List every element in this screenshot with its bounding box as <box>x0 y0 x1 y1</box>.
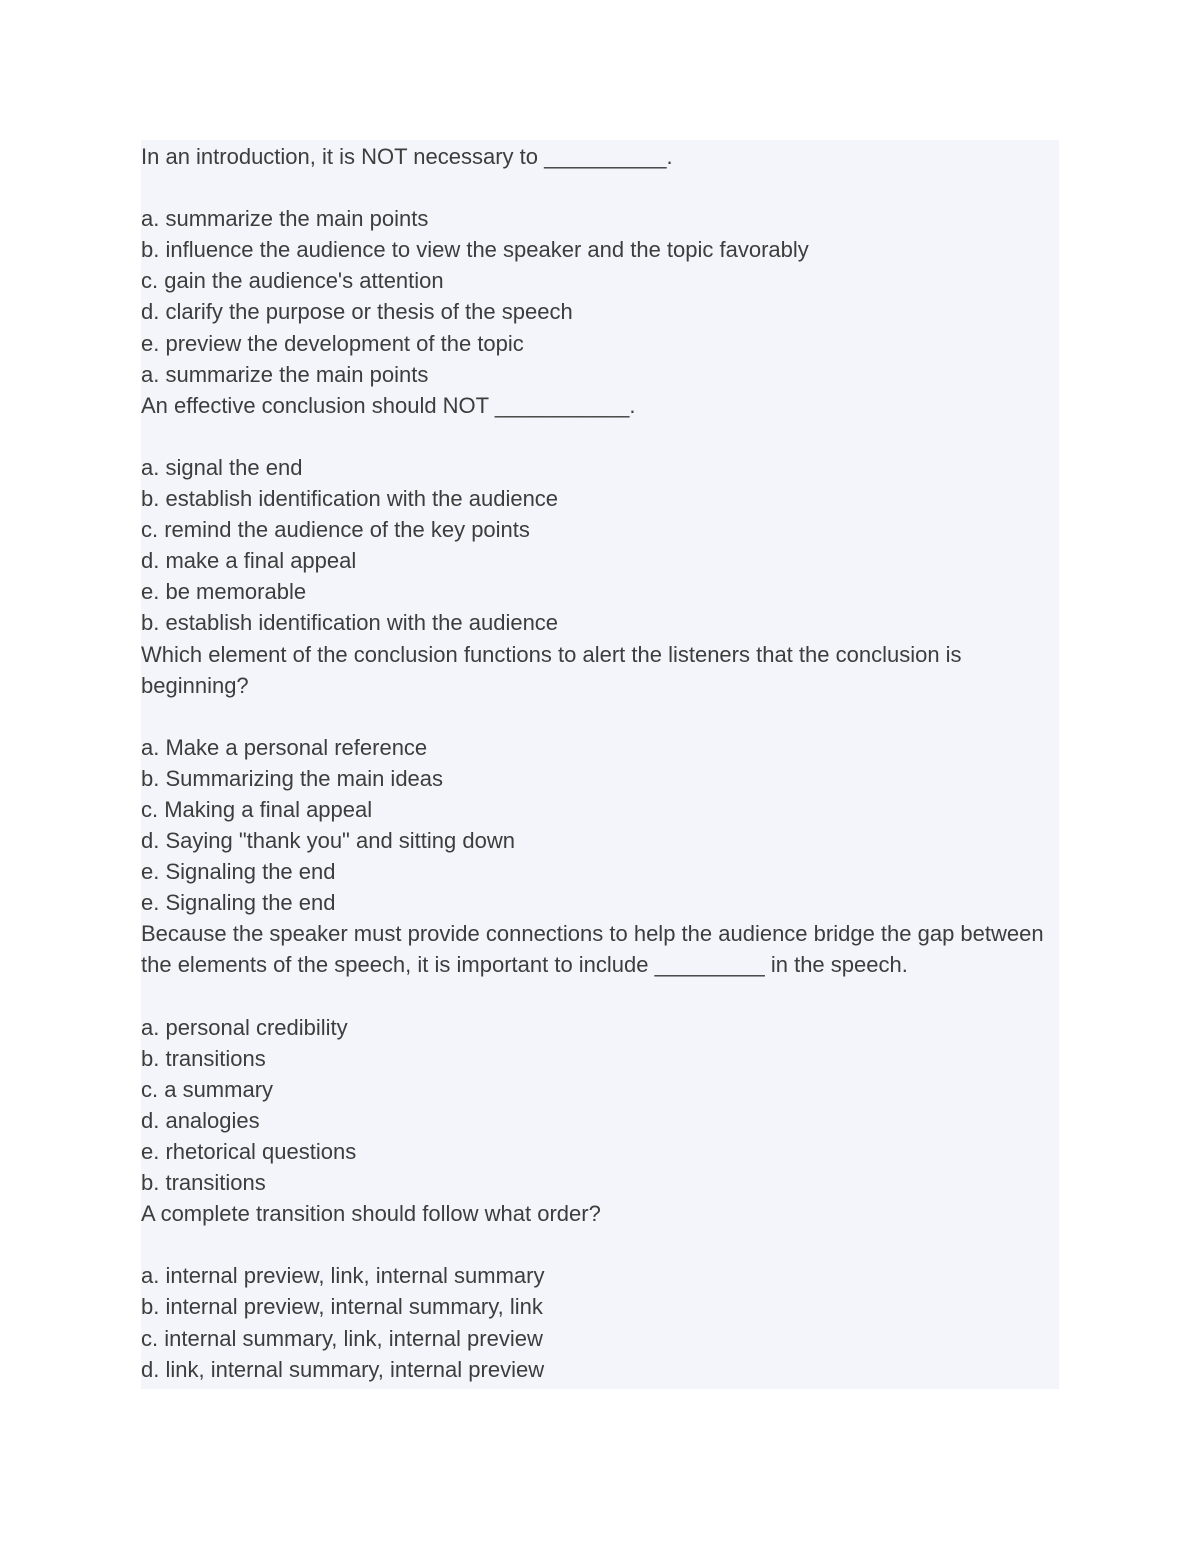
question-4-prompt: Because the speaker must provide connections to help the audience bridge the gap between the elements of the speech, it is important to include _________ in the speech. <box>141 921 1044 978</box>
question-3-option-e: e. Signaling the end <box>141 859 336 885</box>
question-3-option-d: d. Saying "thank you" and sitting down <box>141 828 515 854</box>
question-2-option-a: a. signal the end <box>141 454 303 480</box>
blank-line <box>141 981 1059 1012</box>
question-4-answer: b. transitions <box>141 1170 266 1196</box>
question-4-option-d: d. analogies <box>141 1107 260 1133</box>
question-5-option-b: b. internal preview, internal summary, link <box>141 1294 543 1320</box>
question-2-option-e: e. be memorable <box>141 579 307 605</box>
question-2-option-c: c. remind the audience of the key points <box>141 517 530 543</box>
question-2-answer: b. establish identification with the audience <box>141 610 559 636</box>
quiz-text <box>141 141 1059 1385</box>
question-1-option-a: a. summarize the main points <box>141 206 429 232</box>
question-4-option-b: b. transitions <box>141 1045 266 1071</box>
question-4-option-a: a. personal credibility <box>141 1014 348 1040</box>
question-1-option-e: e. preview the development of the topic <box>141 330 524 356</box>
question-5-option-d: d. link, internal summary, internal preview <box>141 1356 545 1382</box>
blank-line <box>141 421 1059 452</box>
question-3-prompt: Which element of the conclusion functions to alert the listeners that the conclusion is beginning? <box>141 641 962 698</box>
question-2-option-d: d. make a final appeal <box>141 548 357 574</box>
question-5-option-c: c. internal summary, link, internal preview <box>141 1325 543 1351</box>
question-1-prompt: In an introduction, it is NOT necessary to __________. <box>141 144 673 169</box>
question-1-answer: a. summarize the main points <box>141 361 429 387</box>
blank-line <box>141 1229 1059 1260</box>
question-4-option-c: c. a summary <box>141 1076 274 1102</box>
question-5-prompt: A complete transition should follow what order? <box>141 1201 601 1227</box>
blank-line <box>141 701 1059 732</box>
question-3-option-b: b. Summarizing the main ideas <box>141 765 444 791</box>
question-4-option-e: e. rhetorical questions <box>141 1139 357 1164</box>
question-3-answer: e. Signaling the end <box>141 890 336 916</box>
question-2-prompt: An effective conclusion should NOT ___________. <box>141 392 636 418</box>
question-1-option-c: c. gain the audience's attention <box>141 268 444 294</box>
question-2-option-b: b. establish identification with the audience <box>141 486 559 512</box>
question-1-option-b: b. influence the audience to view the speaker and the topic favorably <box>141 237 809 263</box>
question-3-option-c: c. Making a final appeal <box>141 796 373 822</box>
blank-line <box>141 172 1059 203</box>
question-3-option-a: a. Make a personal reference <box>141 734 428 760</box>
question-5-option-a: a. internal preview, link, internal summary <box>141 1263 545 1289</box>
question-1-option-d: d. clarify the purpose or thesis of the speech <box>141 299 573 325</box>
